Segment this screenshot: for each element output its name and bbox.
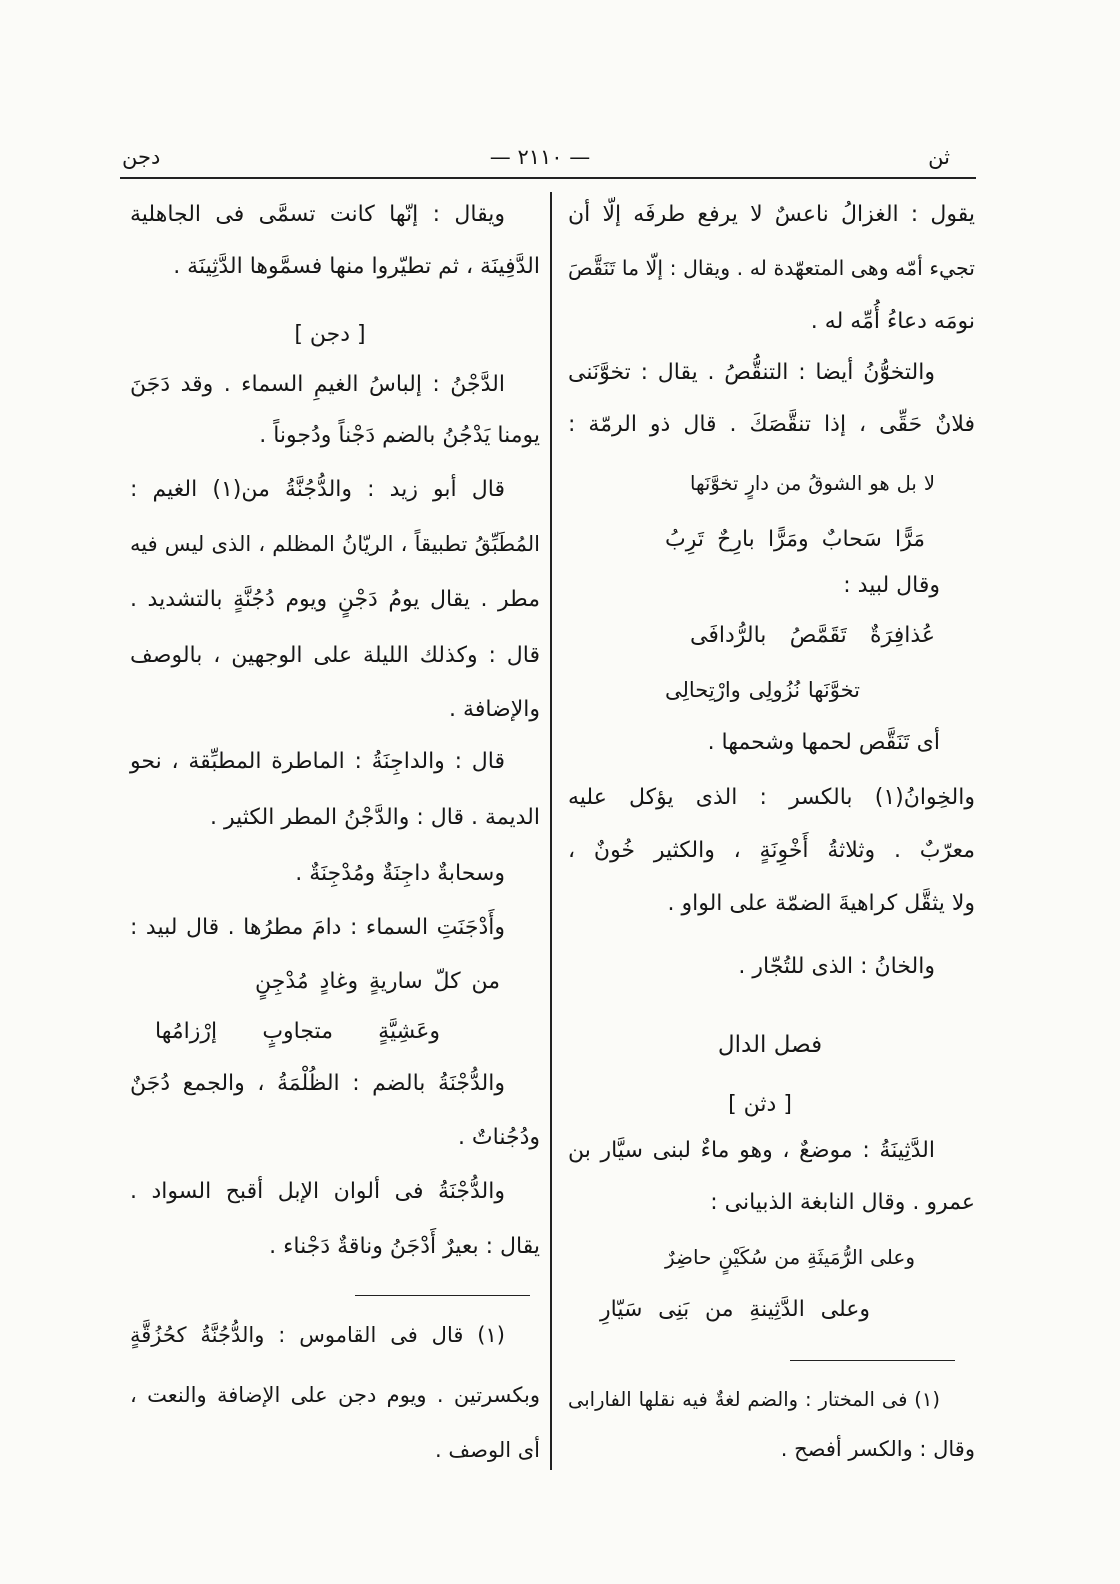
text-line: يقول : الغزالُ ناعسٌ لا يرفع طرفَه إلّا أن xyxy=(568,202,975,227)
text-line: يومنا يَدْجُنُ بالضم دَجْناً ودُجوناً . xyxy=(259,423,540,448)
verse-line: من كلّ ساريةٍ وغادٍ مُدْجِنٍ xyxy=(255,969,500,994)
section-heading: فصل الدال xyxy=(717,1032,823,1058)
footnote-line: (١) فى المختار : والضم لغةٌ فيه نقلها الفارابى xyxy=(568,1388,940,1411)
text-line: عمرو . وقال النابغة الذبيانى : xyxy=(710,1190,975,1215)
text-line: وأَدْجَنَتِ السماء : دامَ مطرُها . قال لبيد : xyxy=(130,915,505,940)
text-line: ويقال : إنّها كانت تسمَّى فى الجاهلية xyxy=(130,202,505,227)
text-line: مطر . يقال يومُ دَجْنٍ ويوم دُجُنَّةٍ بالتشديد . xyxy=(130,587,540,612)
text-line: معرّبٌ . وثلاثةُ أَخْوِنَةٍ ، والكثير خُونٌ ، xyxy=(568,838,975,863)
header-rule xyxy=(120,177,976,179)
footnote-line: أى الوصف . xyxy=(435,1438,540,1462)
footnote-rule xyxy=(790,1360,955,1361)
text-line: والخانُ : الذى للتُجّار . xyxy=(738,954,935,979)
text-line: والدُّجْنَةُ فى ألوان الإبل أقبح السواد . xyxy=(130,1179,505,1204)
verse-line: عُذافِرَةٌ تَقَمَّصُ بالرُّدافَى xyxy=(690,623,935,648)
column-divider xyxy=(550,192,552,1470)
entry-heading: [ دثن ] xyxy=(728,1092,792,1117)
text-line: والخِوانُ(١) بالكسر : الذى يؤكل عليه xyxy=(568,785,975,810)
text-line: الدَّجْنُ : إلباسُ الغيمِ السماء . وقد دَجَنَ xyxy=(130,372,505,397)
text-line: ودُجُناتٌ . xyxy=(457,1125,540,1150)
verse-line: مَرًّا سَحابٌ ومَرًّا بارِحٌ تَرِبُ xyxy=(665,527,925,552)
text-line: نومَه دعاءُ أُمِّه له . xyxy=(810,309,975,334)
text-line: وقال لبيد : xyxy=(843,573,940,598)
verse-line: وعَشِيَّةٍ متجاوبٍ إرْزامُها xyxy=(155,1019,440,1044)
right-running-head: ثن xyxy=(928,145,950,169)
text-line: الدَّفِينَة ، ثم تطيّروا منها فسمَّوها الدَّثِينَة . xyxy=(173,254,540,279)
text-line: الدَّثِينَةُ : موضعٌ ، وهو ماءٌ لبنى سيَّار بن xyxy=(568,1138,935,1163)
footnote-line: (١) قال فى القاموس : والدُّجُنَّةُ كحُزُقَّةٍ xyxy=(130,1323,505,1347)
text-line: ولا يثقَّل كراهيةَ الضمّة على الواو . xyxy=(667,891,975,916)
footnote-line: وبكسرتين . ويوم دجن على الإضافة والنعت ، xyxy=(130,1383,540,1407)
verse-line: لا بل هو الشوقُ من دارٍ تخوَّنَها xyxy=(690,472,935,495)
text-line: الديمة . قال : والدَّجْنُ المطر الكثير . xyxy=(210,805,540,830)
text-line: قال : والداجِنَةُ : الماطرة المطبِّقة ، نحو xyxy=(130,749,505,774)
text-line: والتخوُّنُ أيضا : التنقُّصُ . يقال : تخوَّنَنى xyxy=(568,360,935,385)
entry-heading: [ دجن ] xyxy=(294,322,366,347)
text-line: والدُّجْنَةُ بالضم : الظُلْمَةُ ، والجمع دُجَنٌ xyxy=(130,1071,505,1096)
text-line: قال : وكذلك الليلة على الوجهين ، بالوصف xyxy=(130,643,540,668)
verse-line: وعلى الدَّثِينةِ من بَنِى سَيّارِ xyxy=(600,1297,870,1322)
text-line: يقال : بعيرٌ أَدْجَنُ وناقةٌ دَجْناء . xyxy=(269,1234,540,1259)
left-running-head: دجن xyxy=(122,145,161,169)
text-line: أى تَنَقَّص لحمها وشحمها . xyxy=(707,730,940,755)
verse-line: تخوَّنَها نُزُولِى وارْتِحالِى xyxy=(665,678,860,702)
text-line: المُطَبِّقُ تطبيقاً ، الريّانُ المظلم ، الذى ليس فيه xyxy=(130,532,540,556)
text-line: وسحابةٌ داجِنَةٌ ومُدْجِنَةٌ . xyxy=(295,861,505,886)
text-line: قال أبو زيد : والدُّجُنَّةُ من(١) الغيم : xyxy=(130,477,505,502)
text-line: فلانٌ حَقِّى ، إذا تنقَّصَكَ . قال ذو الرمّة : xyxy=(568,412,975,437)
text-line: تجيء أمّه وهى المتعهّدة له . ويقال : إلّا ما تَنَقَّصَ xyxy=(568,256,975,280)
footnote-rule xyxy=(355,1295,530,1296)
footnote-line: وقال : والكسر أفصح . xyxy=(780,1437,975,1461)
verse-line: وعلى الرُّمَيثَةِ من سُكَيْنٍ حاضِرٌ xyxy=(665,1245,915,1269)
text-line: والإضافة . xyxy=(449,697,540,722)
page-number: — ٢١١٠ — xyxy=(489,145,591,169)
